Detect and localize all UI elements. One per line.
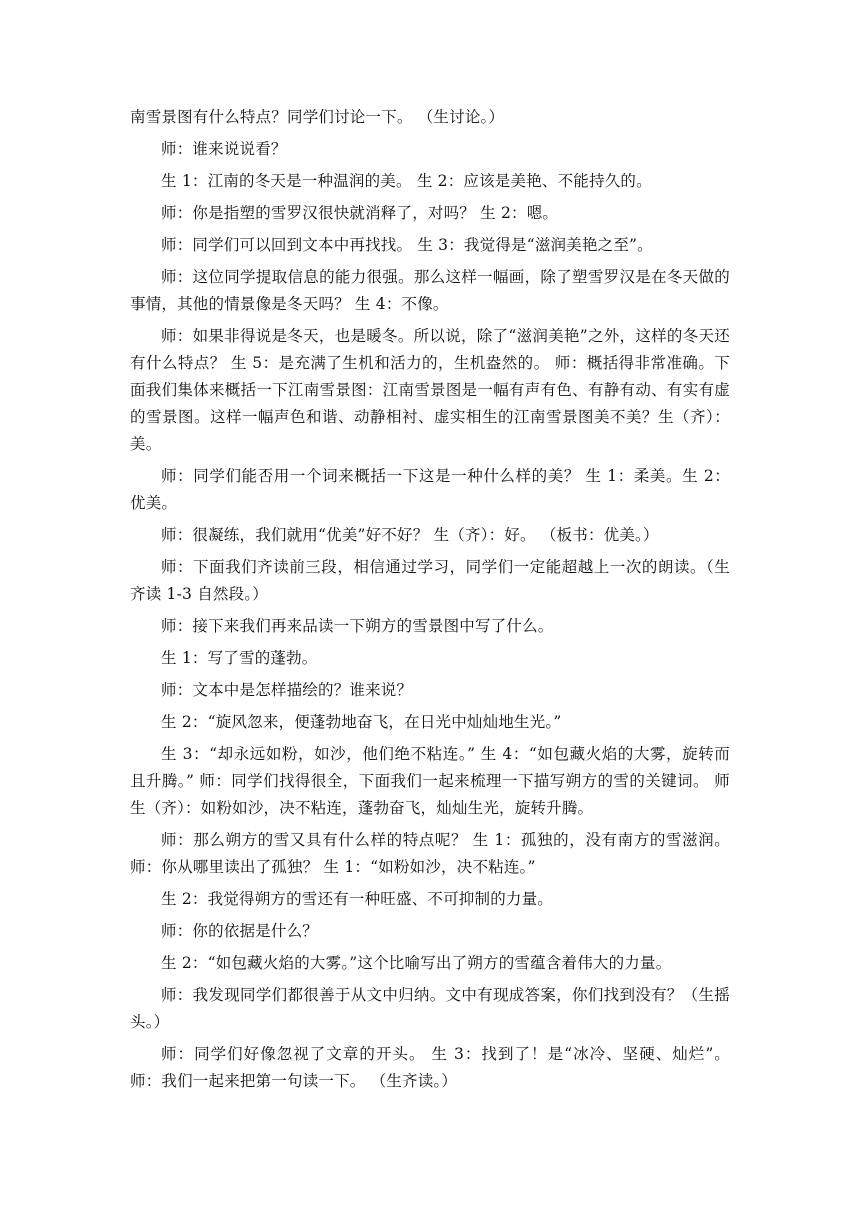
paragraph: 师：谁来说说看？ [161, 140, 287, 158]
paragraph: 师：我发现同学们都很善于从文中归纳。文中有现成答案，你们找到没有？（生摇头。） [130, 986, 730, 1031]
paragraph: 师：文本中是怎样描绘的？谁来说？ [161, 681, 413, 699]
paragraph: 生 3：“却永远如粉，如沙，他们绝不粘连。” 生 4：“如包藏火焰的大雾，旋转而且升腾。” 师：同学们找得很全，下面我们一起来梳理一下描写朔方的雪的关键词。 师生（齐）：如粉如沙，决不粘连，蓬勃奋飞，灿灿生光，旋转升腾。 [130, 745, 730, 817]
paragraph: 生 1：写了雪的蓬勃。 [161, 649, 318, 667]
paragraph: 师：很凝练，我们就用“优美”好不好？ 生（齐）：好。 （板书：优美。） [161, 526, 659, 544]
paragraph: 师：如果非得说是冬天，也是暖冬。所以说，除了“滋润美艳”之外，这样的冬天还有什么特点？ 生 5：是充满了生机和活力的，生机盎然的。 师：概括得非常准确。下面我们集体来概括一下江南雪景图：江南雪景图是一幅有声有色、有静有动、有实有虚的雪景图。这样一幅声色和谐、动静相衬、虚实相生的江南雪景图美不美？生（齐）：美。 [130, 327, 730, 453]
document-body [130, 104, 730, 1100]
paragraph: 生 2：我觉得朔方的雪还有一种旺盛、不可抑制的力量。 [161, 890, 553, 908]
paragraph: 师：你的依据是什么？ [161, 922, 319, 940]
paragraph: 生 2：“如包藏火焰的大雾。”这个比喻写出了朔方的雪蕴含着伟大的力量。 [161, 954, 672, 972]
paragraph: 师：接下来我们再来品读一下朔方的雪景图中写了什么。 [161, 617, 554, 635]
paragraph: 师：同学们好像忽视了文章的开头。 生 3：找到了！是“冰冷、坚硬、灿烂”。师：我们一起来把第一句读一下。 （生齐读。） [130, 1045, 730, 1090]
paragraph: 师：下面我们齐读前三段，相信通过学习，同学们一定能超越上一次的朗读。（生齐读 1-3 自然段。） [130, 558, 730, 603]
paragraph: 生 1：江南的冬天是一种温润的美。 生 2：应该是美艳、不能持久的。 [161, 172, 652, 190]
paragraph: 师：你是指塑的雪罗汉很快就消释了，对吗？ 生 2：嗯。 [161, 204, 559, 222]
paragraph: 师：这位同学提取信息的能力很强。那么这样一幅画，除了塑雪罗汉是在冬天做的事情，其他的情景像是冬天吗？ 生 4：不像。 [130, 268, 730, 313]
paragraph: 南雪景图有什么特点？同学们讨论一下。 （生讨论。） [130, 108, 505, 126]
paragraph: 师：同学们能否用一个词来概括一下这是一种什么样的美？ 生 1：柔美。生 2：优美。 [130, 467, 730, 512]
paragraph: 师：同学们可以回到文本中再找找。 生 3：我觉得是“滋润美艳之至”。 [161, 236, 653, 254]
paragraph: 生 2：“旋风忽来，便蓬勃地奋飞，在日光中灿灿地生光。” [161, 713, 562, 731]
paragraph: 师：那么朔方的雪又具有什么样的特点呢？ 生 1：孤独的，没有南方的雪滋润。师：你从哪里读出了孤独？ 生 1：“如粉如沙，决不粘连。” [130, 831, 730, 876]
